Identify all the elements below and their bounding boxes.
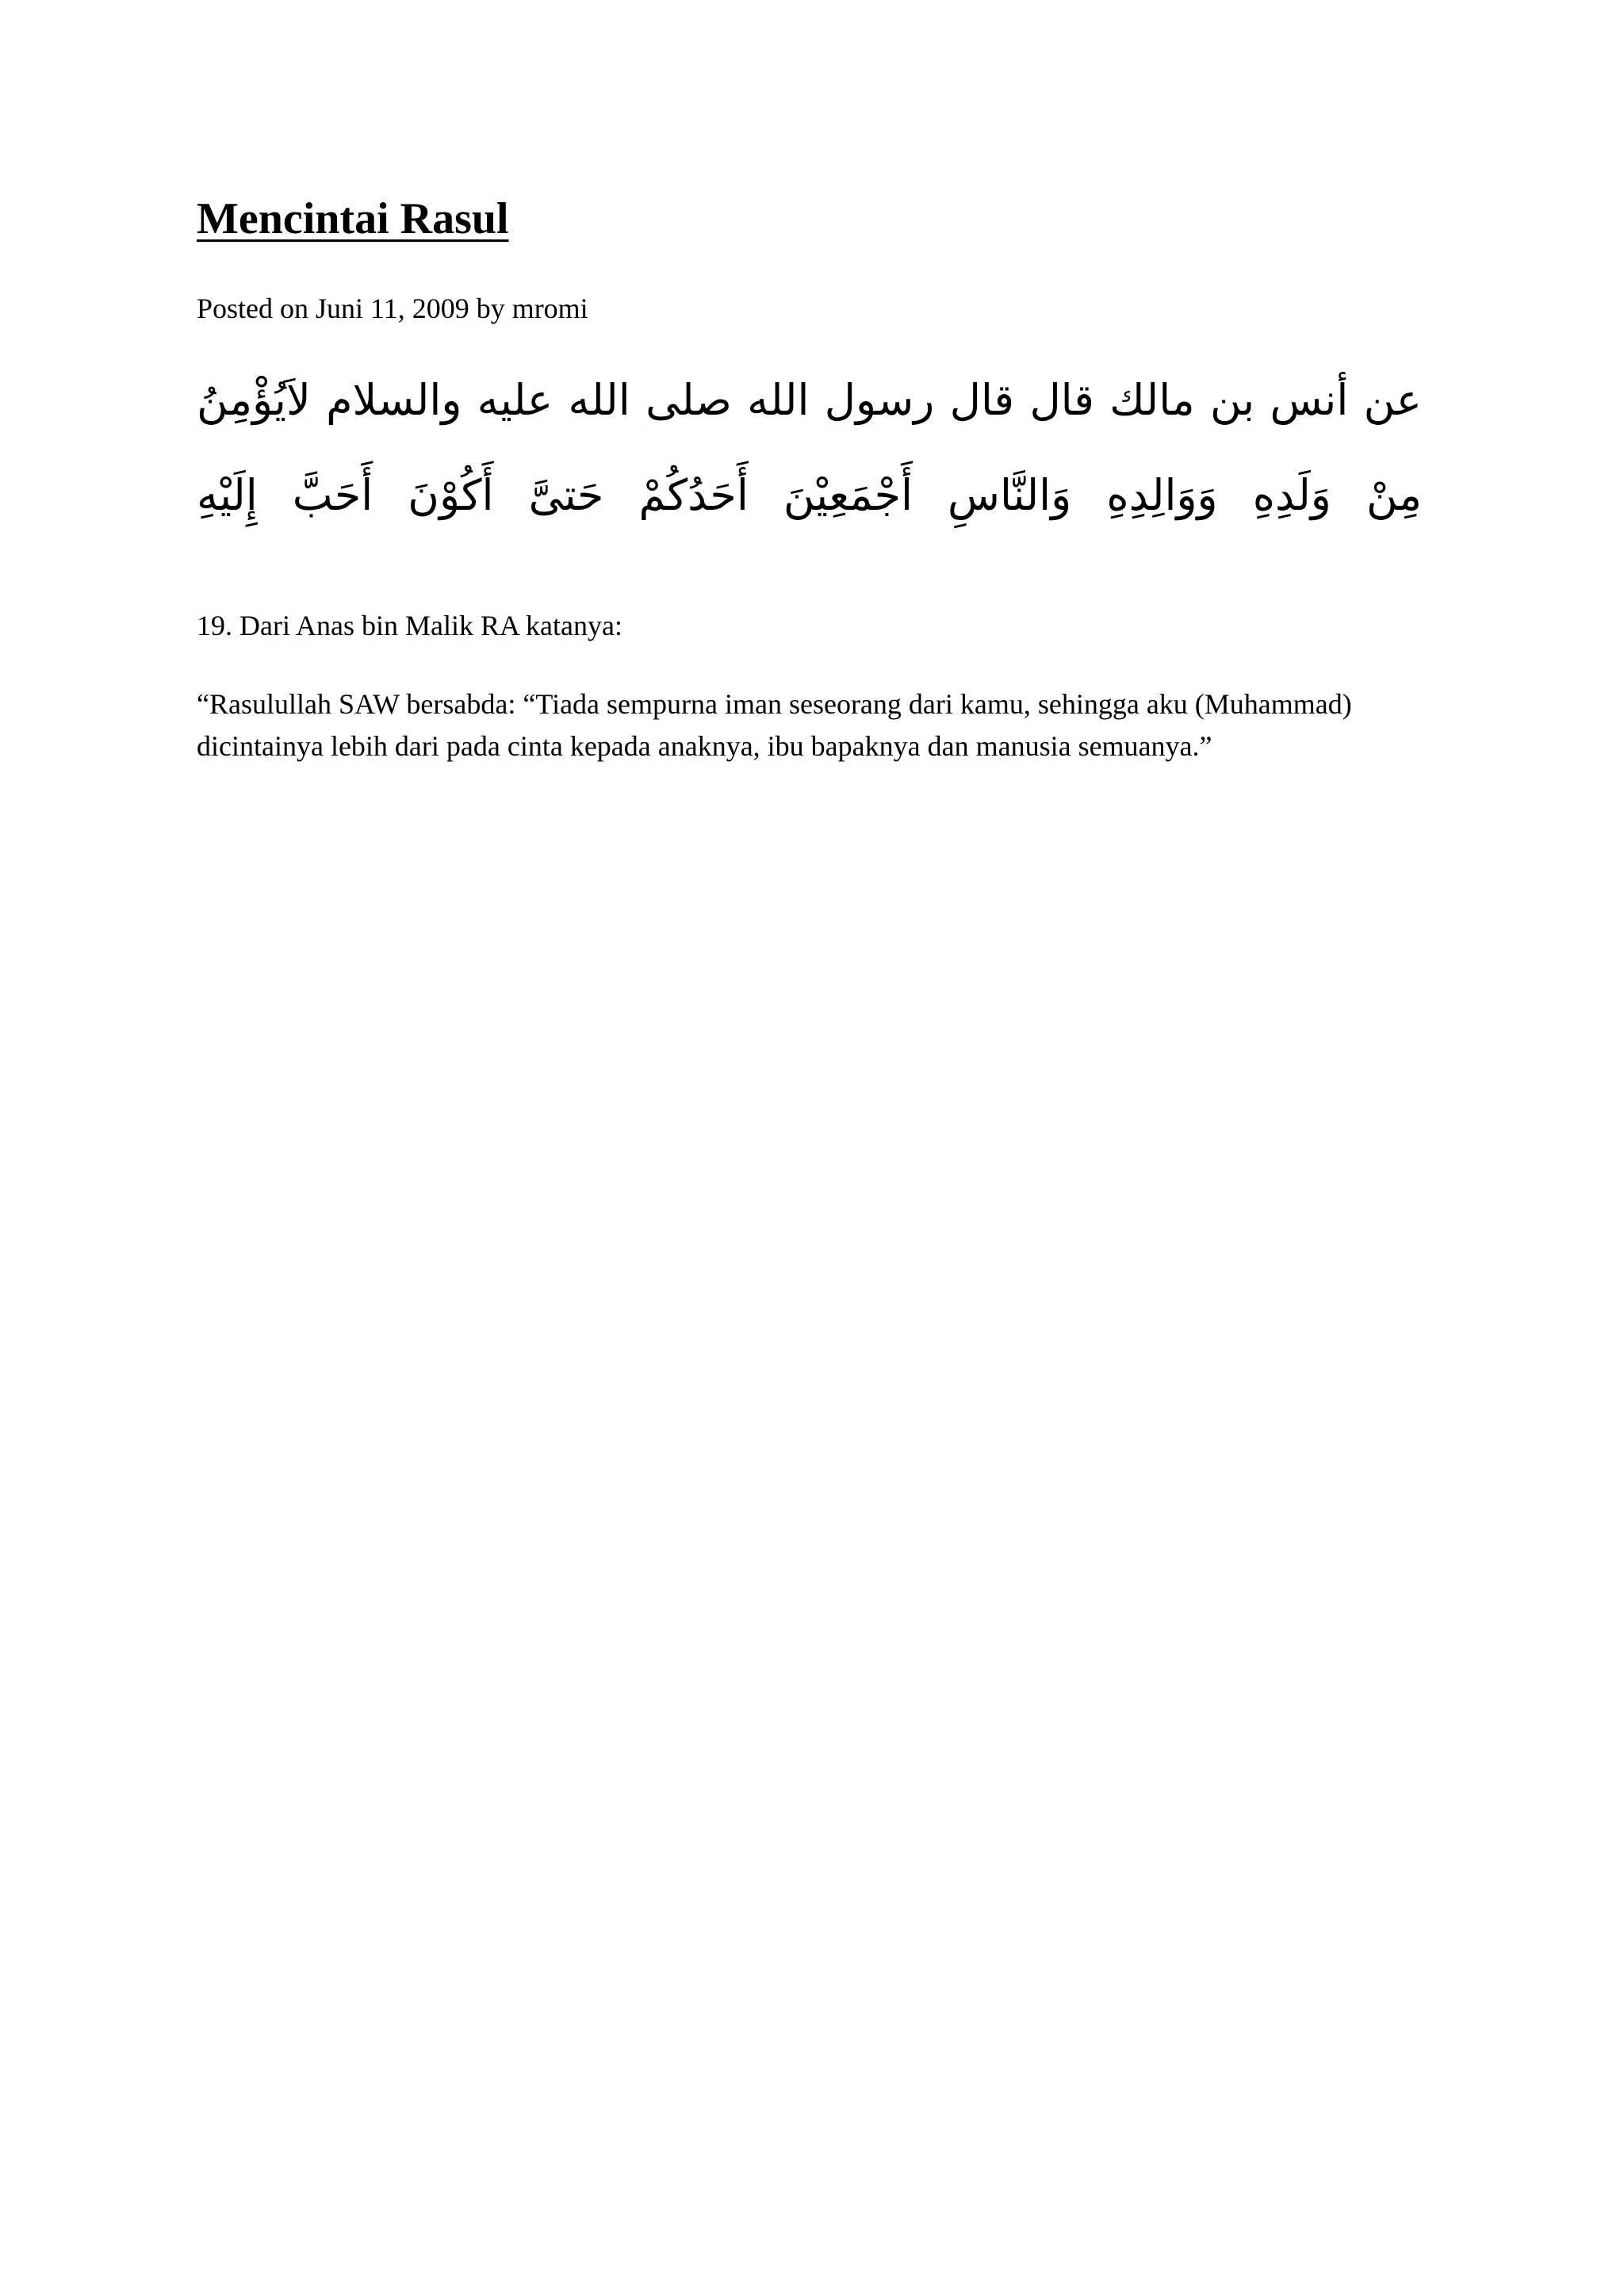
post-meta: Posted on Juni 11, 2009 by mromi: [197, 293, 588, 324]
translation-paragraph: “Rasulullah SAW bersabda: “Tiada sempurna iman seseorang dari kamu, sehingga aku (Muhammad) dicintainya lebih dari pada cinta kepada anaknya, ibu bapaknya dan manusia semuanya.”: [197, 688, 1352, 762]
arabic-text-line-2: مِنْ وَلَدِهِ وَوَالِدِهِ وَالنَّاسِ أَجْمَعِيْنَ أَحَدُكُمْ حَتىَّ أَكُوْنَ أَحَبَّ إِلَيْهِ: [197, 470, 1422, 520]
hadith-number-line: 19. Dari Anas bin Malik RA katanya:: [197, 610, 622, 641]
arabic-text-line-1: عن أنس بن مالك قال قال رسول الله صلى الله عليه والسلام لاَيُؤْمِنُ: [197, 375, 1422, 425]
page-title: Mencintai Rasul: [197, 194, 509, 243]
